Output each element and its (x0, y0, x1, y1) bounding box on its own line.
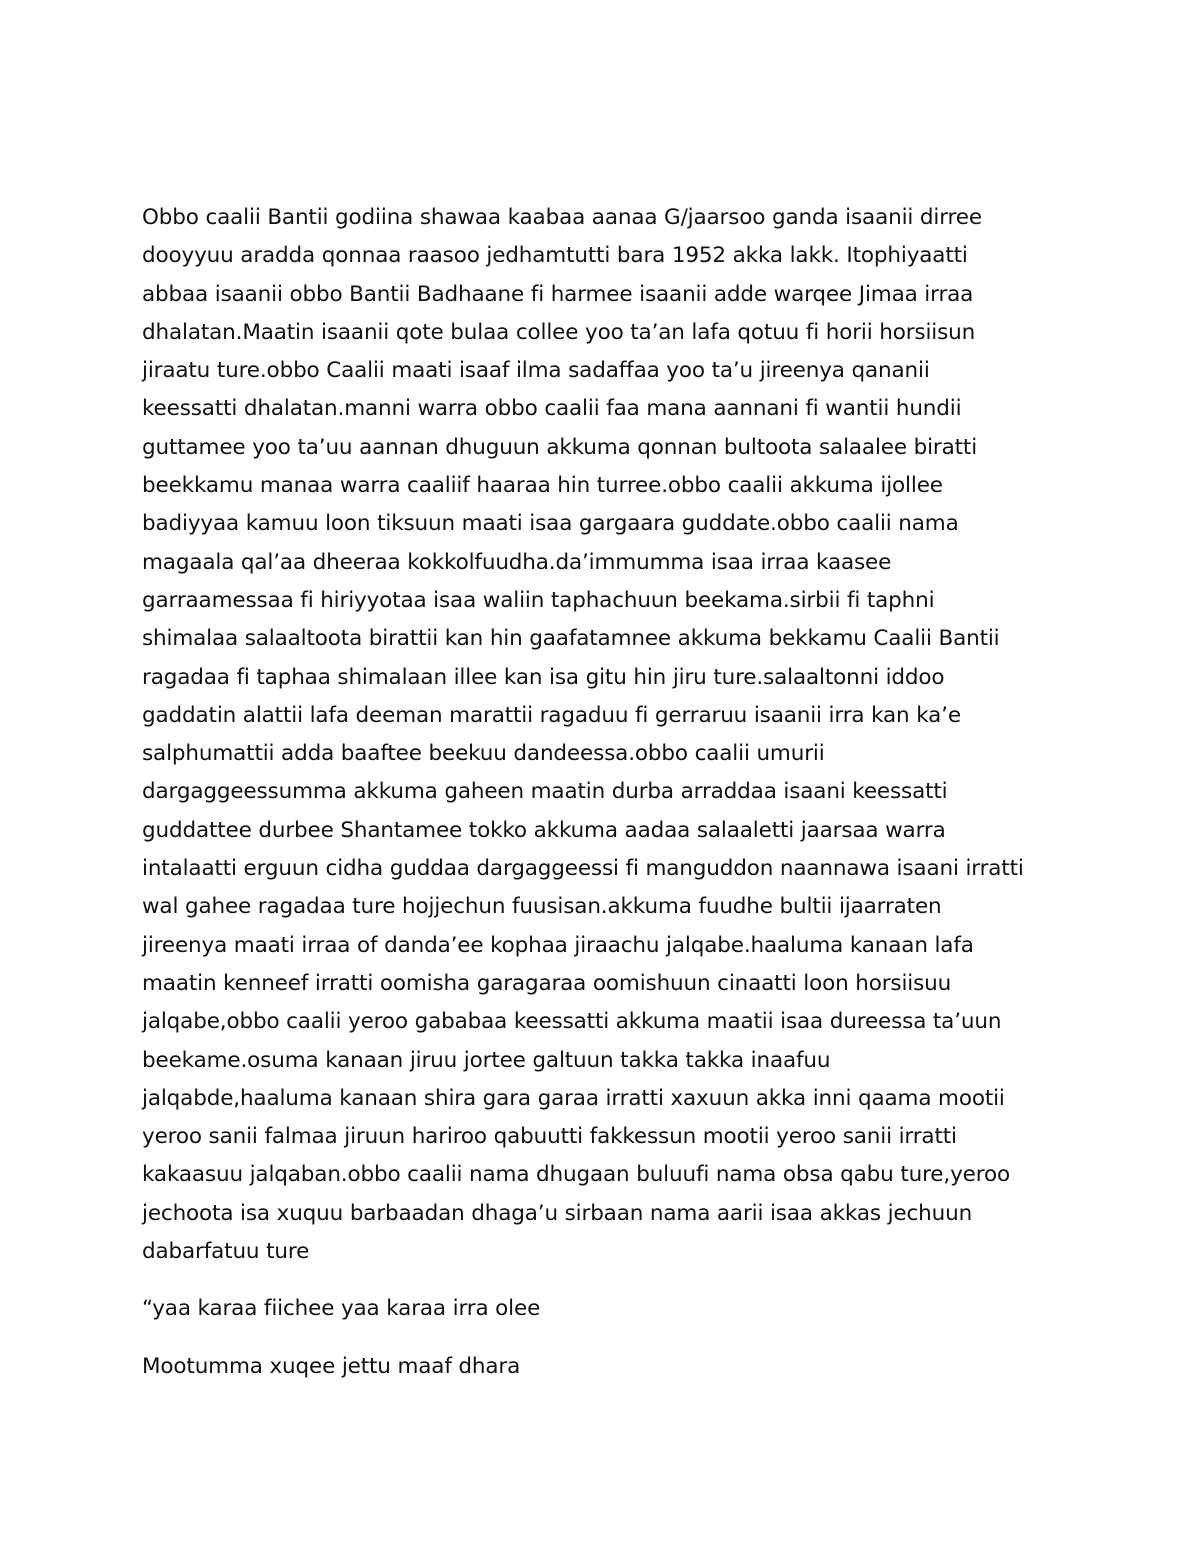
text-line: shimalaa salaaltoota birattii kan hin gaafatamnee akkuma bekkamu Caalii Bantii (142, 626, 1000, 652)
text-line: jalqabe,obbo caalii yeroo gababaa keessatti akkuma maatii isaa dureessa ta’uun (142, 1009, 1002, 1035)
text-line: beekame.osuma kanaan jiruu jortee galtuun takka takka inaafuu (142, 1047, 831, 1073)
text-line: abbaa isaanii obbo Bantii Badhaane fi harmee isaanii adde warqee Jimaa irraa (142, 281, 974, 307)
text-line: dargaggeessumma akkuma gaheen maatin durba arraddaa isaani keessatti (142, 779, 948, 805)
text-line: dabarfatuu ture (142, 1239, 310, 1265)
text-line: jireenya maati irraa of danda’ee kophaa jiraachu jalqabe.haaluma kanaan lafa (142, 932, 974, 958)
text-line: Mootumma xuqee jettu maaf dhara (142, 1353, 521, 1379)
text-line: dooyyuu aradda qonnaa raasoo jedhamtutti bara 1952 akka lakk. Itophiyaatti (142, 243, 968, 269)
text-line: intalaatti erguun cidha guddaa dargaggeessi fi manguddon naannawa isaani irratti (142, 856, 1024, 882)
text-line: keessatti dhalatan.manni warra obbo caalii faa mana aannani fi wantii hundii (142, 396, 962, 422)
text-line: badiyyaa kamuu loon tiksuun maati isaa gargaara guddate.obbo caalii nama (142, 511, 959, 537)
text-line: magaala qal’aa dheeraa kokkolfuudha.da’immumma isaa irraa kaasee (142, 549, 892, 575)
text-line: gaddatin alattii lafa deeman marattii ragaduu fi gerraruu isaanii irra kan ka’e (142, 702, 961, 728)
text-line: maatin kenneef irratti oomisha garagaraa oomishuun cinaatti loon horsiisuu (142, 970, 952, 996)
text-line: ragadaa fi taphaa shimalaan illee kan isa gitu hin jiru ture.salaaltonni iddoo (142, 664, 945, 690)
text-line: wal gahee ragadaa ture hojjechun fuusisan.akkuma fuudhe bultii ijaarraten (142, 894, 942, 920)
text-line: Obbo caalii Bantii godiina shawaa kaabaa aanaa G/jaarsoo ganda isaanii dirree (142, 205, 982, 230)
text-line: guddattee durbee Shantamee tokko akkuma aadaa salaaletti jaarsaa warra (142, 817, 946, 843)
text-line: jiraatu ture.obbo Caalii maati isaaf ilma sadaffaa yoo ta’u jireenya qananii (142, 358, 930, 384)
text-line: garraamessaa fi hiriyyotaa isaa waliin taphachuun beekama.sirbii fi taphni (142, 587, 935, 613)
text-line: dhalatan.Maatin isaanii qote bulaa collee yoo ta’an lafa qotuu fi horii horsiisun (142, 319, 976, 345)
paragraph-verse-line-1 (142, 1290, 1072, 1328)
text-line: guttamee yoo ta’uu aannan dhuguun akkuma qonnan bultoota salaalee biratti (142, 434, 978, 460)
paragraph-verse-line-2 (142, 1348, 1072, 1386)
text-line: “yaa karaa fiichee yaa karaa irra olee (142, 1296, 541, 1322)
text-line: yeroo sanii falmaa jiruun hariroo qabuutti fakkessun mootii yeroo sanii irratti (142, 1124, 957, 1150)
text-line: salphumattii adda baaftee beekuu dandeessa.obbo caalii umurii (142, 741, 825, 767)
text-line: jechoota isa xuquu barbaadan dhaga’u sirbaan nama aarii isaa akkas jechuun (142, 1200, 973, 1226)
text-line: jalqabde,haaluma kanaan shira gara garaa irratti xaxuun akka inni qaama mootii (142, 1085, 1005, 1111)
document-body (142, 199, 1072, 1386)
text-line: beekkamu manaa warra caaliif haaraa hin turree.obbo caalii akkuma ijollee (142, 473, 943, 499)
paragraph-biography (142, 199, 1072, 1271)
text-line: kakaasuu jalqaban.obbo caalii nama dhugaan buluufi nama obsa qabu ture,yeroo (142, 1162, 1010, 1188)
